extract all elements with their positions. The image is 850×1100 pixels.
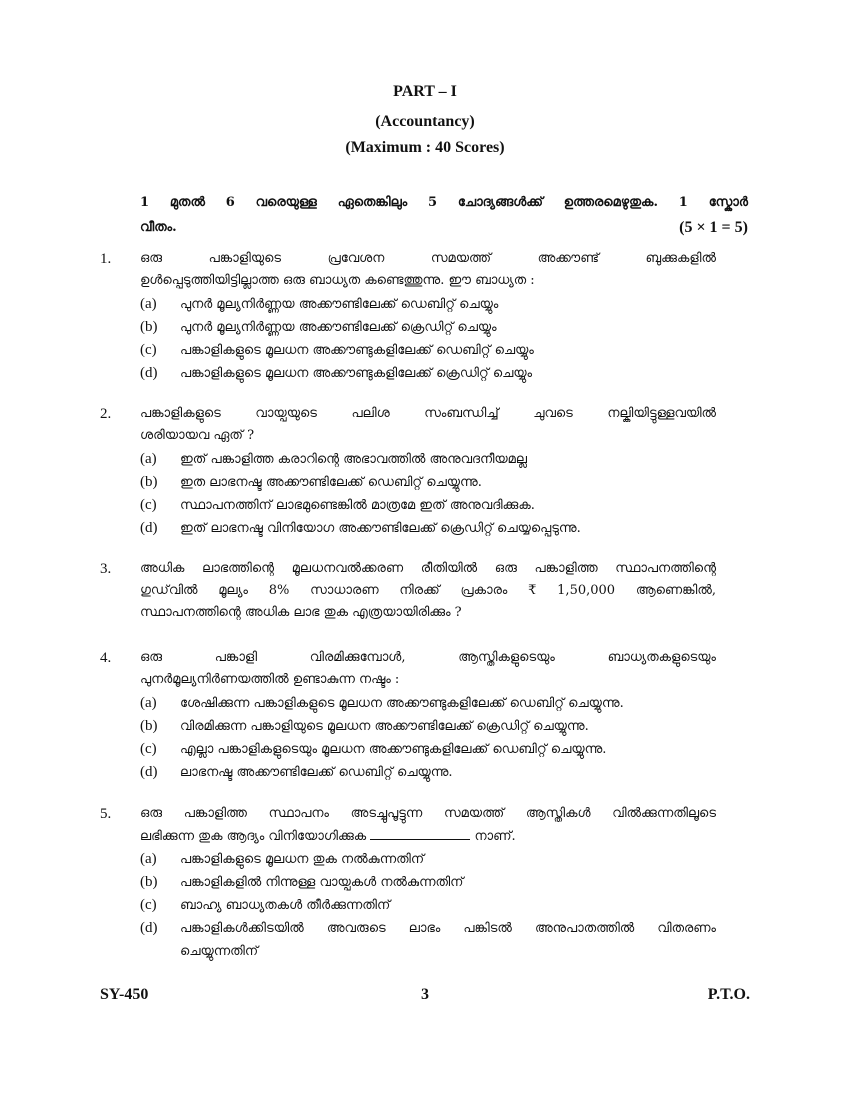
paper-code: SY-450 [100, 986, 149, 1003]
option-label: (a) [140, 851, 157, 867]
option-label: (a) [140, 451, 157, 467]
subject-heading: (Accountancy) [375, 113, 475, 130]
question-text-line: ഒരു പങ്കാളിയുടെ പ്രവേശന സമയത്ത് അക്കൗണ്ട് ബുക്കുകളിൽ [140, 251, 716, 266]
option-b [140, 471, 716, 494]
option-text-line: ചെയ്യുന്നതിന് [180, 944, 259, 959]
option-d [140, 917, 716, 963]
option-label: (a) [140, 695, 157, 711]
option-text: പങ്കാളികളുടെ മൂലധന അക്കൗണ്ടുകളിലേക്ക് ഡെബിറ്റ് ചെയ്യും [180, 343, 534, 358]
answer-blank [370, 825, 470, 840]
question-number: 3. [100, 561, 112, 577]
option-text: ഇത് പങ്കാളിത്ത കരാറിന്റെ അഭാവത്തിൽ അനുവദനീയമല്ല [180, 452, 527, 467]
option-text: സ്ഥാപനത്തിന് ലാഭമുണ്ടെങ്കിൽ മാത്രമേ ഇത് അനുവദിക്കുക. [180, 498, 535, 513]
option-text: പങ്കാളികളുടെ മൂലധന അക്കൗണ്ടുകളിലേക്ക് ക്രെഡിറ്റ് ചെയ്യും [180, 366, 533, 381]
option-c [140, 894, 716, 917]
part-heading: PART – I [393, 83, 457, 100]
option-d [140, 517, 716, 540]
option-list [140, 848, 716, 963]
question-text-line: പങ്കാളികളുടെ വായ്പയുടെ പലിശ സംബന്ധിച്ച് ചുവടെ നല്കിയിട്ടുള്ളവയിൽ [140, 406, 716, 421]
option-label: (a) [140, 296, 157, 312]
question-text-line: ഒരു പങ്കാളിത്ത സ്ഥാപനം അടച്ചുപൂട്ടുന്ന സമയത്ത് ആസ്തികൾ വിൽക്കുന്നതിലൂടെ [140, 806, 716, 821]
question-text [140, 803, 716, 848]
question-text [140, 558, 716, 624]
option-text: ശേഷിക്കുന്ന പങ്കാളികളുടെ മൂലധന അക്കൗണ്ടുകളിലേക്ക് ഡെബിറ്റ് ചെയ്യുന്നു. [180, 696, 624, 711]
option-label: (c) [140, 897, 157, 913]
option-text: ഇത ലാഭനഷ്ട അക്കൗണ്ടിലേക്ക് ഡെബിറ്റ് ചെയ്യുന്നു. [180, 475, 482, 490]
max-scores-heading: (Maximum : 40 Scores) [345, 139, 505, 156]
option-b [140, 715, 716, 738]
question-number: 5. [100, 806, 112, 822]
option-text: വിരമിക്കുന്ന പങ്കാളിയുടെ മൂലധന അക്കൗണ്ടിലേക്ക് ക്രെഡിറ്റ് ചെയ്യുന്നു. [180, 719, 589, 734]
option-a [140, 448, 716, 471]
option-label: (d) [140, 764, 158, 780]
option-text: എല്ലാ പങ്കാളികളുടെയും മൂലധന അക്കൗണ്ടുകളിലേക്ക് ഡെബിറ്റ് ചെയ്യുന്നു. [180, 742, 607, 757]
option-label: (b) [140, 718, 158, 734]
option-label: (b) [140, 319, 158, 335]
option-label: (d) [140, 520, 158, 536]
option-a [140, 692, 716, 715]
option-text: ബാഹ്യ ബാധ്യതകൾ തീർക്കുന്നതിന് [180, 898, 391, 913]
option-list [140, 692, 716, 784]
question-text-line: അധിക ലാഭത്തിന്റെ മൂലധനവൽക്കരണ രീതിയിൽ ഒരു പങ്കാളിത്ത സ്ഥാപനത്തിന്റെ [140, 561, 716, 576]
page-number: 3 [421, 986, 429, 1003]
option-label: (c) [140, 497, 157, 513]
option-d [140, 362, 716, 385]
option-list [140, 448, 716, 540]
option-text [180, 917, 716, 963]
question-text-line: ഒരു പങ്കാളി വിരമിക്കുമ്പോൾ, ആസ്തികളുടെയും ബാധ്യതകളുടെയും [140, 650, 716, 665]
option-label: (d) [140, 920, 158, 936]
option-list [140, 293, 716, 385]
option-label: (c) [140, 741, 157, 757]
question-text [140, 248, 716, 292]
option-a [140, 293, 716, 316]
question-text-line: ശരിയായവ ഏത് ? [140, 428, 255, 443]
option-c [140, 494, 716, 517]
option-text: പുനർ മൂല്യനിർണ്ണയ അക്കൗണ്ടിലേക്ക് ക്രെഡിറ്റ് ചെയ്യും [180, 320, 497, 335]
option-label: (b) [140, 474, 158, 490]
instruction-line-2: വീതം. [140, 220, 177, 235]
option-label: (c) [140, 342, 157, 358]
instruction-line-2-row [140, 215, 748, 240]
question-number: 1. [100, 251, 112, 267]
option-text: പങ്കാളികളുടെ മൂലധന തുക നൽകുന്നതിന് [180, 852, 425, 867]
instruction-marks: (5 × 1 = 5) [679, 219, 748, 236]
question-text [140, 647, 716, 691]
question-text-line: ഉൾപ്പെടുത്തിയിട്ടില്ലാത്ത ഒരു ബാധ്യത കണ്ടെത്തുന്നു. ഈ ബാധ്യത : [140, 273, 535, 288]
option-text: പുനർ മൂല്യനിർണ്ണയ അക്കൗണ്ടിലേക്ക് ഡെബിറ്റ് ചെയ്യും [180, 297, 499, 312]
option-text-line: പങ്കാളികൾക്കിടയിൽ അവരുടെ ലാഭം പങ്കിടൽ അനുപാതത്തിൽ വിതരണം [180, 921, 716, 936]
option-d [140, 761, 716, 784]
instruction-line-1: 1 മുതൽ 6 വരെയുള്ള ഏതെങ്കിലും 5 ചോദ്യങ്ങൾക്ക് ഉത്തരമെഴുതുക. 1 സ്കോർ [140, 195, 748, 210]
instruction [140, 190, 748, 240]
option-text: പങ്കാളികളിൽ നിന്നുള്ള വായ്പകൾ നൽകുന്നതിന് [180, 875, 464, 890]
option-c [140, 339, 716, 362]
question-text-line: സ്ഥാപനത്തിന്റെ അധിക ലാഭ തുക എത്രയായിരിക്കും ? [140, 605, 462, 620]
option-label: (d) [140, 365, 158, 381]
question-text-part: ലഭിക്കുന്ന തുക ആദ്യം വിനിയോഗിക്കുക [140, 829, 367, 844]
option-text: ഇത് ലാഭനഷ്ട വിനിയോഗ അക്കൗണ്ടിലേക്ക് ക്രെഡിറ്റ് ചെയ്യപ്പെടുന്നു. [180, 521, 581, 536]
question-text-line: പുനർമൂല്യനിർണയത്തിൽ ഉണ്ടാകുന്ന നഷ്ടം : [140, 672, 400, 687]
option-text: ലാഭനഷ്ട അക്കൗണ്ടിലേക്ക് ഡെബിറ്റ് ചെയ്യുന്നു. [180, 765, 453, 780]
option-a [140, 848, 716, 871]
question-text-line [140, 825, 716, 848]
pto-label: P.T.O. [707, 986, 750, 1003]
question-text-line: ഗുഡ്‌വിൽ മൂല്യം 8% സാധാരണ നിരക്ക് പ്രകാരം ₹ 1,50,000 ആണെങ്കിൽ, [140, 583, 716, 598]
question-text-part: നാണ്. [474, 829, 516, 844]
question-number: 2. [100, 406, 112, 422]
question-text [140, 403, 716, 447]
option-label: (b) [140, 874, 158, 890]
option-c [140, 738, 716, 761]
question-number: 4. [100, 650, 112, 666]
option-b [140, 316, 716, 339]
option-b [140, 871, 716, 894]
